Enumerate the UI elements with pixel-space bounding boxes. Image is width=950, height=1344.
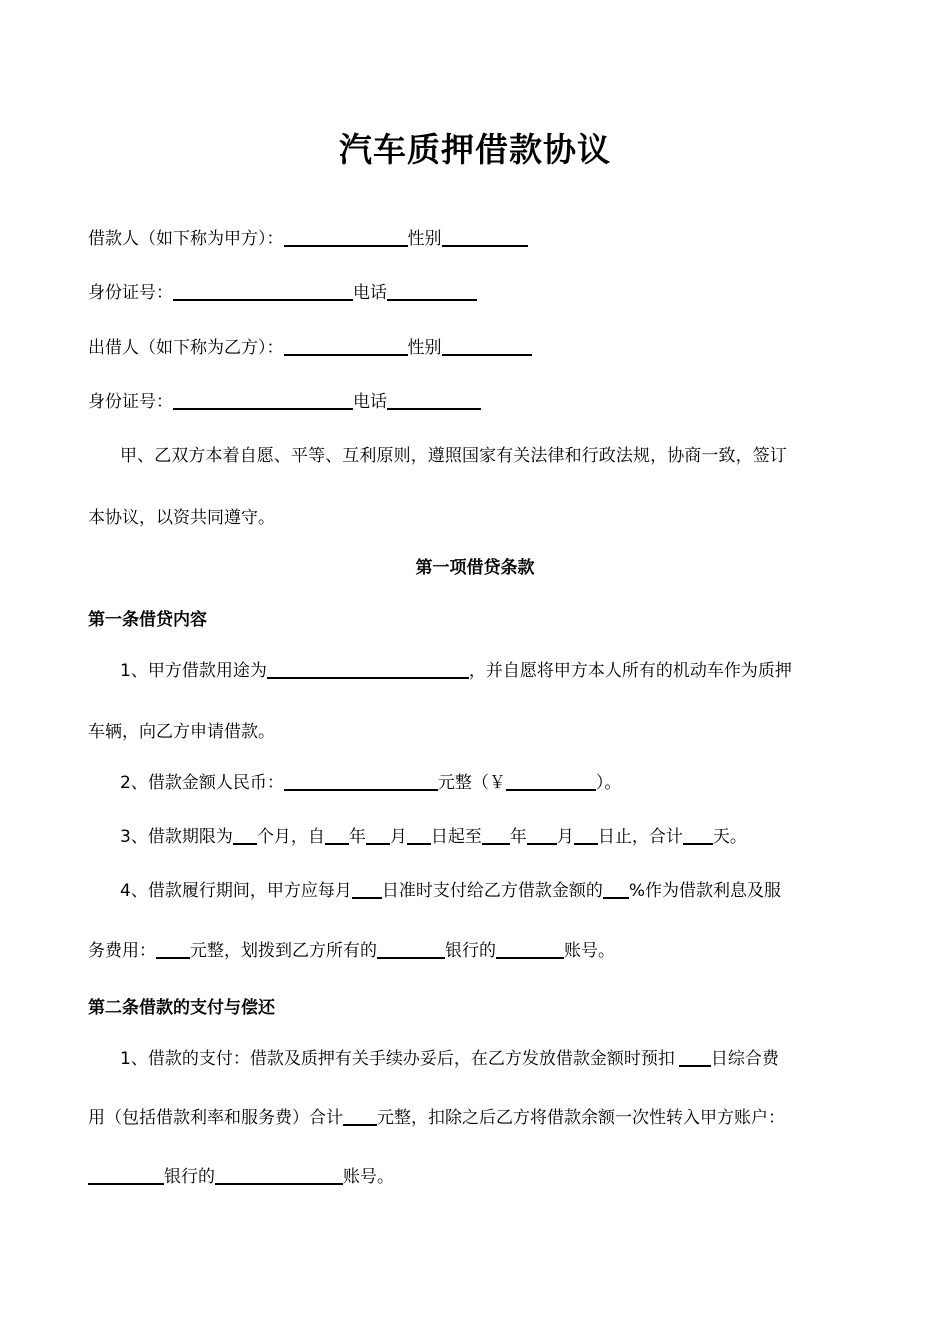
borrower-label: 借款人（如下称为甲方）： xyxy=(88,229,284,249)
article-2-text-f: 账号。 xyxy=(343,1167,394,1187)
borrower-phone-blank[interactable] xyxy=(387,281,477,301)
article-2-text-e: 银行的 xyxy=(164,1167,215,1187)
end-day-blank[interactable] xyxy=(574,825,598,845)
lender-gender-blank[interactable] xyxy=(442,336,532,356)
borrower-gender-blank[interactable] xyxy=(442,227,528,247)
start-day-blank[interactable] xyxy=(407,825,431,845)
start-month-blank[interactable] xyxy=(366,825,390,845)
clause-4-text-g: 账号。 xyxy=(564,941,615,961)
article-1-heading: 第一条借贷内容 xyxy=(88,610,207,630)
lender-name-blank[interactable] xyxy=(284,336,408,356)
clause-1-text-a: 1、甲方借款用途为 xyxy=(120,661,267,681)
clause-3-text-c: 年 xyxy=(348,827,366,847)
article-2-text-b: 日综合费 xyxy=(710,1049,779,1069)
lender-label: 出借人（如下称为乙方）： xyxy=(88,338,284,358)
lender-gender-label: 性别 xyxy=(407,338,442,358)
intro-line-1: 甲、乙双方本着自愿、平等、互利原则，遵照国家有关法律和行政法规，协商一致，签订 xyxy=(120,446,787,466)
clause-4-text-a: 4、借款履行期间，甲方应每月 xyxy=(120,881,352,901)
article-2-clause-1-line-1 xyxy=(120,1047,779,1071)
lender-phone-blank[interactable] xyxy=(387,390,481,410)
clause-4-text-f: 银行的 xyxy=(445,941,496,961)
lender-account-blank[interactable] xyxy=(496,939,564,959)
clause-3-text-b: 个月，自 xyxy=(256,827,325,847)
term-months-blank[interactable] xyxy=(233,825,257,845)
borrower-line xyxy=(88,227,528,251)
section-heading: 第一项借贷条款 xyxy=(415,558,535,578)
clause-4-line-1 xyxy=(120,879,781,903)
clause-2-text-a: 2、借款金额人民币： xyxy=(120,773,284,793)
clause-3-line xyxy=(120,825,747,849)
page-title: 汽车质押借款协议 xyxy=(339,130,611,169)
clause-3-text-d: 月 xyxy=(389,827,407,847)
fee-amount-blank[interactable] xyxy=(156,939,190,959)
prepaid-amount-blank[interactable] xyxy=(343,1106,377,1126)
borrower-phone-label: 电话 xyxy=(353,283,387,303)
clause-2-text-c: ）。 xyxy=(595,773,622,793)
prepaid-days-blank[interactable] xyxy=(679,1047,711,1067)
payment-day-blank[interactable] xyxy=(352,879,382,899)
borrower-id-blank[interactable] xyxy=(173,281,353,301)
lender-id-blank[interactable] xyxy=(173,390,353,410)
borrower-id-line xyxy=(88,281,477,305)
article-2-text-d: 元整，扣除之后乙方将借款余额一次性转入甲方账户： xyxy=(377,1108,785,1128)
borrower-name-blank[interactable] xyxy=(284,227,408,247)
lender-line xyxy=(88,336,532,360)
interest-rate-blank[interactable] xyxy=(603,879,629,899)
borrower-bank-blank[interactable] xyxy=(88,1165,164,1185)
clause-4-text-d: 务费用： xyxy=(88,941,156,961)
start-year-blank[interactable] xyxy=(325,825,349,845)
clause-3-text-a: 3、借款期限为 xyxy=(120,827,233,847)
clause-2-text-b: 元整（￥ xyxy=(437,773,506,793)
end-month-blank[interactable] xyxy=(527,825,557,845)
clause-1-line-1 xyxy=(120,659,792,683)
loan-purpose-blank[interactable] xyxy=(267,659,469,679)
clause-3-text-g: 月 xyxy=(556,827,574,847)
clause-3-text-h: 日止，合计 xyxy=(597,827,683,847)
lender-phone-label: 电话 xyxy=(353,392,387,412)
clause-2-line xyxy=(120,771,621,795)
clause-3-text-f: 年 xyxy=(509,827,527,847)
clause-1-line-2: 车辆，向乙方申请借款。 xyxy=(88,722,275,742)
borrower-gender-label: 性别 xyxy=(407,229,442,249)
clause-4-line-2 xyxy=(88,939,615,963)
clause-1-text-b: ，并自愿将甲方本人所有的机动车作为质押 xyxy=(468,661,792,681)
clause-3-text-e: 日起至 xyxy=(430,827,482,847)
clause-4-text-e: 元整，划拨到乙方所有的 xyxy=(190,941,377,961)
lender-bank-blank[interactable] xyxy=(377,939,445,959)
article-2-clause-1-line-2 xyxy=(88,1106,785,1130)
article-2-clause-1-line-3 xyxy=(88,1165,394,1189)
clause-3-text-i: 天。 xyxy=(712,827,747,847)
lender-id-line xyxy=(88,390,481,414)
lender-id-label: 身份证号： xyxy=(88,392,173,412)
clause-4-text-b: 日准时支付给乙方借款金额的 xyxy=(381,881,603,901)
borrower-id-label: 身份证号： xyxy=(88,283,173,303)
intro-line-2: 本协议，以资共同遵守。 xyxy=(88,508,275,528)
clause-4-text-c: %作为借款利息及服 xyxy=(628,881,781,901)
article-2-heading: 第二条借款的支付与偿还 xyxy=(88,998,275,1018)
amount-figures-blank[interactable] xyxy=(506,771,596,791)
end-year-blank[interactable] xyxy=(482,825,510,845)
total-days-blank[interactable] xyxy=(683,825,713,845)
amount-words-blank[interactable] xyxy=(284,771,438,791)
article-2-text-a: 1、借款的支付：借款及质押有关手续办妥后，在乙方发放借款金额时预扣 xyxy=(120,1049,675,1069)
borrower-account-blank[interactable] xyxy=(215,1165,343,1185)
article-2-text-c: 用（包括借款利率和服务费）合计 xyxy=(88,1108,343,1128)
